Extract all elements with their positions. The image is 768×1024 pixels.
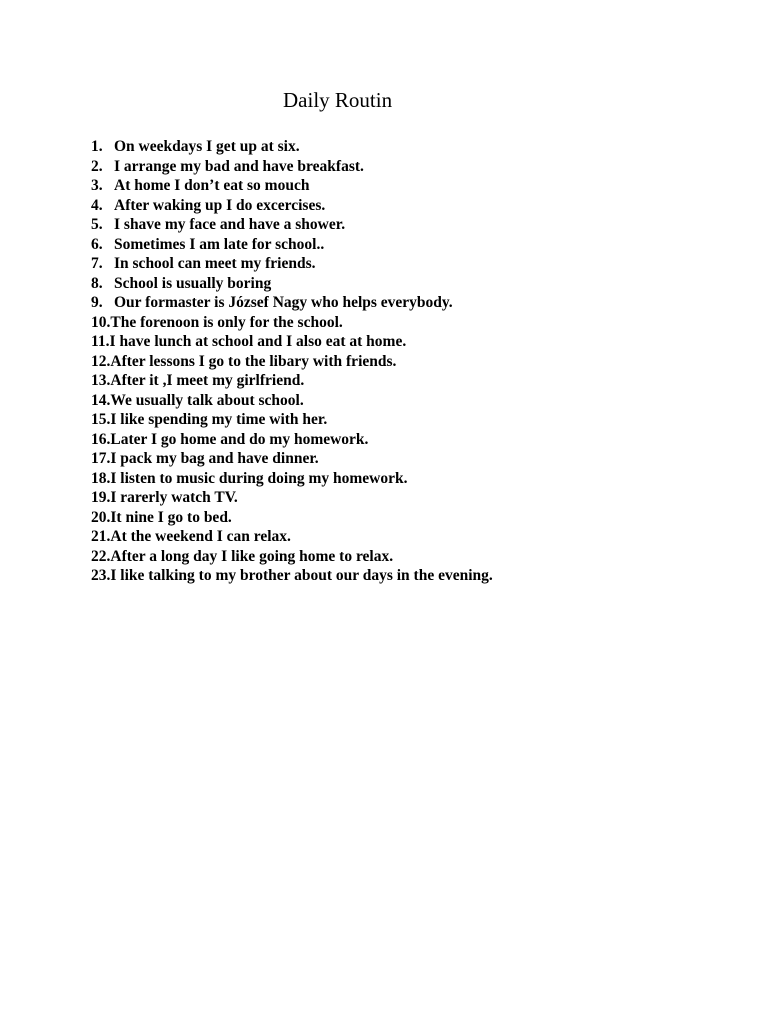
list-item-text: After it ,I meet my girlfriend. bbox=[110, 372, 305, 389]
list-item bbox=[91, 547, 493, 567]
list-item-number: 3. bbox=[91, 177, 103, 194]
list-item-text: I rarerly watch TV. bbox=[110, 489, 238, 506]
list-item-number: 11. bbox=[91, 333, 110, 350]
list-item bbox=[91, 488, 493, 508]
list-item-text: I listen to music during doing my homework. bbox=[110, 469, 408, 487]
list-item-text: After lessons I go to the libary with friends. bbox=[110, 352, 397, 370]
list-item-number: 21. bbox=[91, 528, 111, 545]
list-item-number: 14. bbox=[91, 391, 111, 409]
list-item-text: Later I go home and do my homework. bbox=[110, 430, 369, 448]
list-item bbox=[91, 469, 493, 489]
list-item-number: 15. bbox=[91, 411, 111, 428]
list-item-text: Sometimes I am late for school.. bbox=[114, 235, 325, 253]
list-item-text: School is usually boring bbox=[114, 274, 272, 292]
list-item bbox=[91, 391, 493, 411]
list-item-number: 12. bbox=[91, 352, 111, 370]
list-item bbox=[91, 566, 493, 586]
list-item-text: I pack my bag and have dinner. bbox=[110, 450, 319, 467]
list-item-text: At the weekend I can relax. bbox=[110, 528, 291, 545]
routine-list bbox=[91, 137, 493, 586]
list-item-text: Our formaster is József Nagy who helps everybody. bbox=[114, 294, 453, 311]
list-item-text: I arrange my bad and have breakfast. bbox=[114, 157, 364, 175]
list-item bbox=[91, 508, 493, 528]
list-item-number: 13. bbox=[91, 372, 111, 389]
list-item-text: I have lunch at school and I also eat at home. bbox=[109, 333, 407, 350]
list-item bbox=[91, 137, 493, 157]
list-item-number: 5. bbox=[91, 216, 103, 233]
list-item-number: 23. bbox=[91, 567, 111, 584]
list-item-text: On weekdays I get up at six. bbox=[114, 138, 300, 155]
list-item-number: 20. bbox=[91, 508, 111, 526]
list-item-text: After a long day I like going home to relax. bbox=[110, 547, 394, 565]
list-item-number: 2. bbox=[91, 157, 103, 175]
list-item bbox=[91, 371, 493, 391]
list-item-text: I shave my face and have a shower. bbox=[114, 216, 346, 233]
list-item bbox=[91, 527, 493, 547]
list-item bbox=[91, 157, 493, 177]
list-item-number: 9. bbox=[91, 294, 103, 311]
document-title: Daily Routin bbox=[283, 88, 393, 112]
list-item-number: 16. bbox=[91, 430, 111, 448]
list-item bbox=[91, 352, 493, 372]
list-item-number: 18. bbox=[91, 469, 111, 487]
list-item bbox=[91, 293, 493, 313]
list-item-number: 1. bbox=[91, 138, 103, 155]
list-item bbox=[91, 449, 493, 469]
list-item-number: 8. bbox=[91, 274, 103, 292]
list-item bbox=[91, 254, 493, 274]
list-item-text: I like spending my time with her. bbox=[110, 411, 328, 428]
list-item bbox=[91, 430, 493, 450]
list-item-number: 7. bbox=[91, 255, 103, 272]
list-item-number: 19. bbox=[91, 489, 111, 506]
list-item bbox=[91, 196, 493, 216]
list-item bbox=[91, 274, 493, 294]
list-item-text: At home I don’t eat so mouch bbox=[114, 177, 310, 194]
list-item bbox=[91, 313, 493, 333]
list-item-number: 6. bbox=[91, 235, 103, 253]
list-item-text: It nine I go to bed. bbox=[110, 508, 232, 526]
list-item-text: In school can meet my friends. bbox=[114, 255, 316, 272]
list-item bbox=[91, 332, 493, 352]
list-item-text: The forenoon is only for the school. bbox=[110, 313, 343, 331]
list-item-text: I like talking to my brother about our days in the evening. bbox=[110, 567, 493, 584]
list-item-number: 22. bbox=[91, 547, 111, 565]
list-item bbox=[91, 176, 493, 196]
list-item-number: 10. bbox=[91, 313, 111, 331]
list-item-number: 17. bbox=[91, 450, 111, 467]
list-item bbox=[91, 410, 493, 430]
list-item bbox=[91, 215, 493, 235]
list-item-number: 4. bbox=[91, 196, 103, 214]
list-item bbox=[91, 235, 493, 255]
list-item-text: We usually talk about school. bbox=[110, 391, 304, 409]
list-item-text: After waking up I do excercises. bbox=[114, 196, 326, 214]
